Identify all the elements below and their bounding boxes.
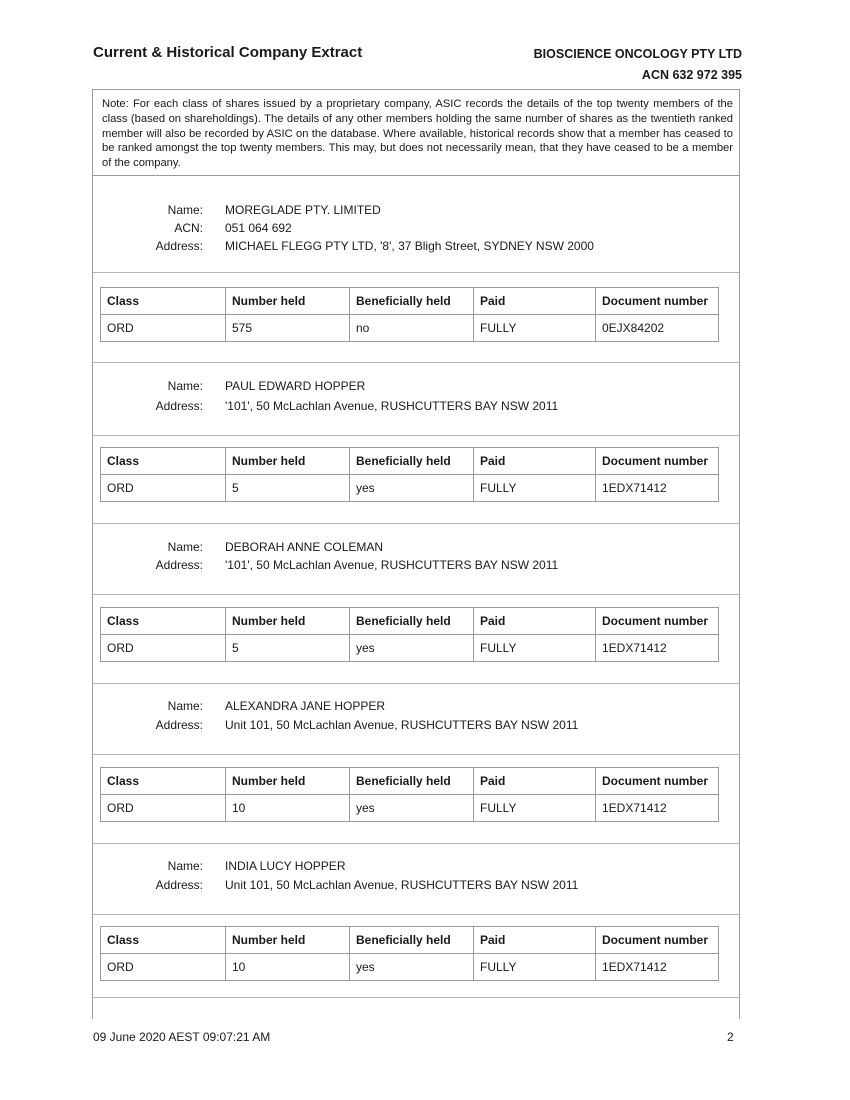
member-name: PAUL EDWARD HOPPER: [225, 379, 366, 393]
header-number-held: Number held: [226, 448, 350, 475]
header-class: Class: [101, 608, 226, 635]
address-label: Address:: [155, 718, 203, 732]
company-acn: ACN 632 972 395: [641, 68, 742, 82]
header-beneficially-held: Beneficially held: [350, 927, 474, 954]
member-name: DEBORAH ANNE COLEMAN: [225, 540, 384, 554]
cell-number-held: 5: [226, 475, 350, 502]
member-name: INDIA LUCY HOPPER: [225, 859, 346, 873]
cell-class: ORD: [101, 635, 226, 662]
company-header: [534, 44, 742, 86]
cell-paid: FULLY: [474, 954, 596, 981]
page-number: 2: [727, 1030, 734, 1044]
member-section: [93, 685, 739, 755]
cell-class: ORD: [101, 954, 226, 981]
address-label: Address:: [155, 399, 203, 413]
member-table-band: [93, 915, 739, 998]
member-address: Unit 101, 50 McLachlan Avenue, RUSHCUTTERS BAY NSW 2011: [225, 718, 579, 732]
header-beneficially-held: Beneficially held: [350, 448, 474, 475]
header-document-number: Document number: [596, 288, 719, 315]
cell-beneficially-held: yes: [350, 635, 474, 662]
header-document-number: Document number: [596, 448, 719, 475]
header-number-held: Number held: [226, 608, 350, 635]
name-label: Name:: [167, 859, 203, 873]
member-table-band: [93, 273, 739, 363]
header-class: Class: [101, 927, 226, 954]
cell-document-number: 1EDX71412: [596, 635, 719, 662]
footer-timestamp: 09 June 2020 AEST 09:07:21 AM: [93, 1030, 271, 1044]
cell-document-number: 1EDX71412: [596, 954, 719, 981]
note-paragraph: Note: For each class of shares issued by a proprietary company, ASIC records the details of the top twenty members of the class (based on shareholdings). The details of any other members holding the same number of shares as the twentieth ranked member will also be recorded by ASIC on the database. Where available, historical records show that a member has ceased to be ranked amongst the top twenty members. This may, but does not necessarily mean, that they have ceased to be a member of the company.: [93, 90, 739, 176]
member-section: [93, 177, 739, 273]
cell-number-held: 575: [226, 315, 350, 342]
cell-paid: FULLY: [474, 475, 596, 502]
cell-document-number: 0EJX84202: [596, 315, 719, 342]
member-address: Unit 101, 50 McLachlan Avenue, RUSHCUTTERS BAY NSW 2011: [225, 878, 579, 892]
cell-class: ORD: [101, 315, 226, 342]
cell-beneficially-held: no: [350, 315, 474, 342]
address-label: Address:: [155, 239, 203, 253]
header-class: Class: [101, 448, 226, 475]
member-table-band: [93, 755, 739, 844]
cell-class: ORD: [101, 795, 226, 822]
member-section: [93, 525, 739, 595]
member-address: MICHAEL FLEGG PTY LTD, '8', 37 Bligh Street, SYDNEY NSW 2000: [225, 239, 594, 253]
name-label: Name:: [167, 699, 203, 713]
cell-paid: FULLY: [474, 315, 596, 342]
name-label: Name:: [167, 379, 203, 393]
cell-beneficially-held: yes: [350, 954, 474, 981]
name-label: Name:: [167, 540, 203, 554]
header-paid: Paid: [474, 608, 596, 635]
member-address: '101', 50 McLachlan Avenue, RUSHCUTTERS BAY NSW 2011: [225, 399, 559, 413]
cell-number-held: 5: [226, 635, 350, 662]
header-beneficially-held: Beneficially held: [350, 768, 474, 795]
cell-number-held: 10: [226, 795, 350, 822]
name-label: Name:: [167, 203, 203, 217]
cell-paid: FULLY: [474, 635, 596, 662]
header-paid: Paid: [474, 927, 596, 954]
header-paid: Paid: [474, 288, 596, 315]
header-paid: Paid: [474, 448, 596, 475]
header-paid: Paid: [474, 768, 596, 795]
member-section: [93, 364, 739, 436]
cell-beneficially-held: yes: [350, 795, 474, 822]
cell-document-number: 1EDX71412: [596, 795, 719, 822]
header-document-number: Document number: [596, 608, 719, 635]
company-name: BIOSCIENCE ONCOLOGY PTY LTD: [533, 47, 742, 61]
header-document-number: Document number: [596, 927, 719, 954]
member-table-band: [93, 436, 739, 524]
header-number-held: Number held: [226, 288, 350, 315]
header-beneficially-held: Beneficially held: [350, 288, 474, 315]
member-section: [93, 845, 739, 915]
header-number-held: Number held: [226, 927, 350, 954]
header-number-held: Number held: [226, 768, 350, 795]
document-title: Current & Historical Company Extract: [93, 44, 363, 61]
acn-label: ACN:: [174, 221, 203, 235]
cell-paid: FULLY: [474, 795, 596, 822]
member-name: MOREGLADE PTY. LIMITED: [225, 203, 381, 217]
header-class: Class: [101, 768, 226, 795]
cell-beneficially-held: yes: [350, 475, 474, 502]
member-table-band: [93, 595, 739, 684]
address-label: Address:: [155, 558, 203, 572]
cell-class: ORD: [101, 475, 226, 502]
address-label: Address:: [155, 878, 203, 892]
member-acn: 051 064 692: [225, 221, 292, 235]
member-name: ALEXANDRA JANE HOPPER: [225, 699, 386, 713]
cell-number-held: 10: [226, 954, 350, 981]
cell-document-number: 1EDX71412: [596, 475, 719, 502]
member-address: '101', 50 McLachlan Avenue, RUSHCUTTERS BAY NSW 2011: [225, 558, 559, 572]
header-beneficially-held: Beneficially held: [350, 608, 474, 635]
header-class: Class: [101, 288, 226, 315]
header-document-number: Document number: [596, 768, 719, 795]
